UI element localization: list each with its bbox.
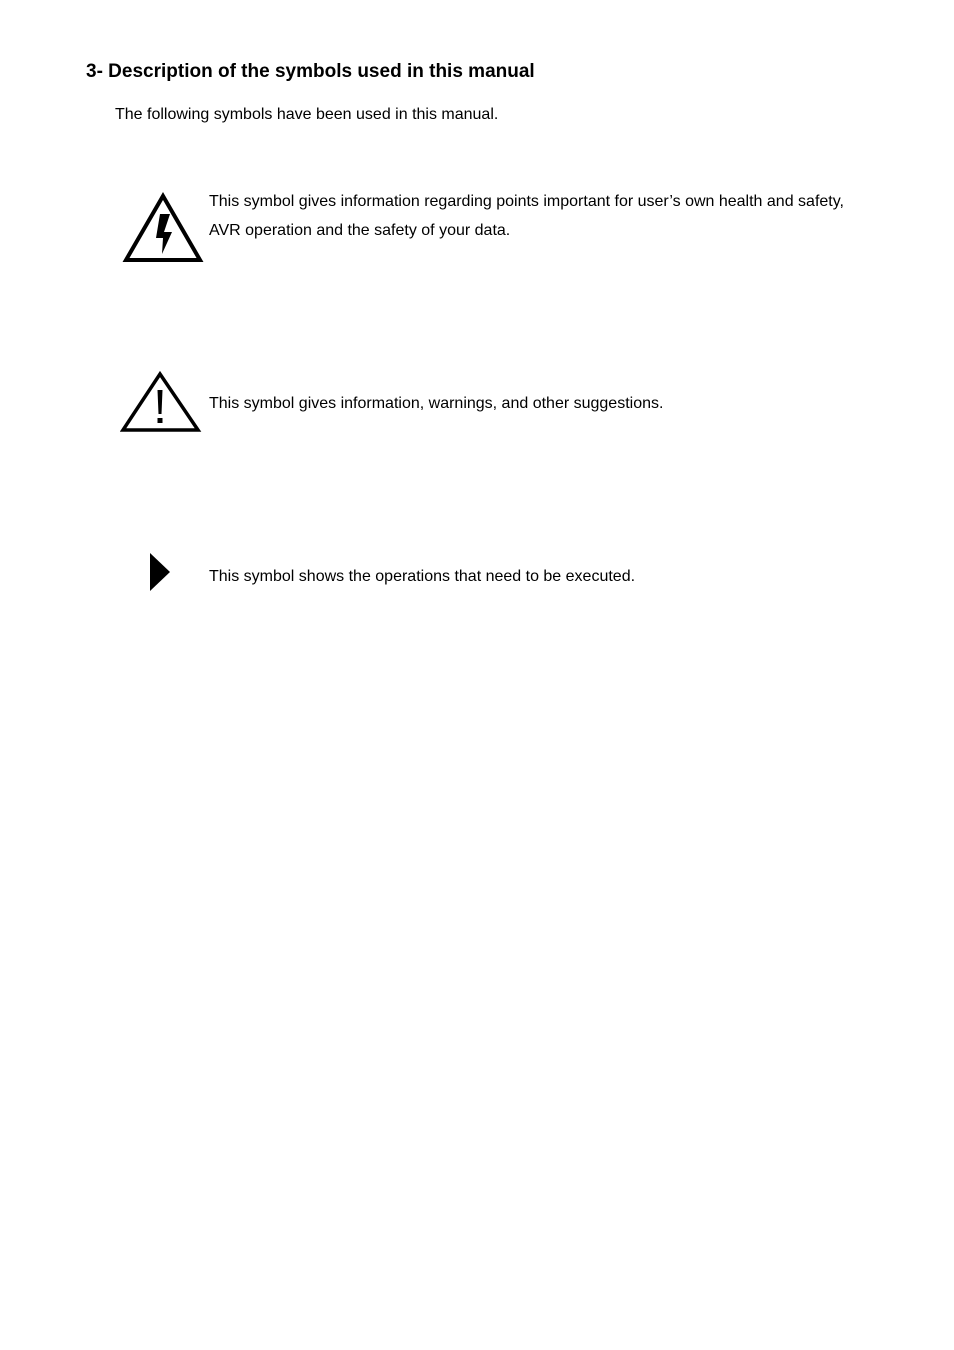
symbol-description: This symbol shows the operations that need to be executed. — [209, 568, 636, 585]
play-arrow-icon — [148, 552, 174, 592]
electric-hazard-icon — [122, 192, 204, 264]
intro-text: The following symbols have been used in this manual. — [115, 106, 499, 123]
warning-icon — [120, 370, 202, 434]
section-title: 3- Description of the symbols used in this manual — [86, 61, 535, 82]
symbol-description: This symbol gives information, warnings, and other suggestions. — [209, 395, 664, 412]
symbol-description: This symbol gives information regarding points important for user’s own health and safety, AVR operation and the safety of your data. — [209, 193, 844, 239]
